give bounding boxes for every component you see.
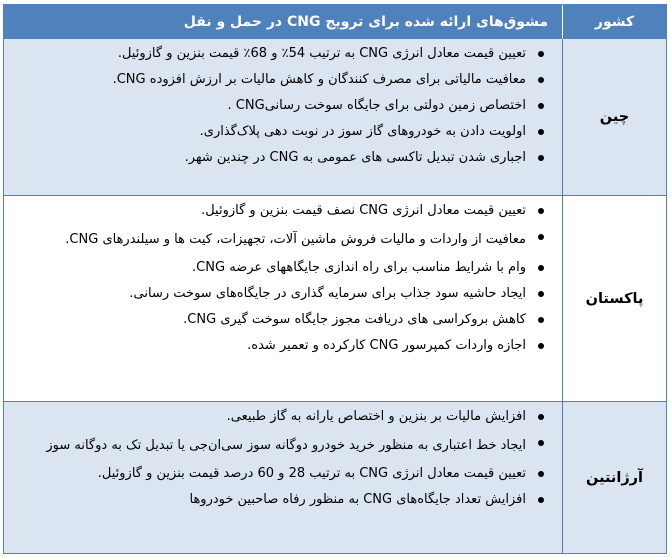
list-item: تعیین قیمت معادل انرژی CNG به ترتیب 28 و 60 درصد قیمت بنزین و گازوئیل. [10, 463, 552, 485]
measures-list [10, 43, 552, 169]
list-item: معافیت از واردات و مالیات فروش ماشین آلات، تجهیزات، کیت ها و سیلندرهای CNG. [10, 226, 552, 253]
measures-cell-argentina [4, 402, 562, 553]
measures-list [10, 200, 552, 357]
list-item: تعیین قیمت معادل انرژی CNG نصف قیمت بنزین و گازوئیل. [10, 200, 552, 222]
header-country: کشور [562, 5, 666, 39]
list-item: تعیین قیمت معادل انرژی CNG به ترتیب 54٪ و 68٪ قیمت بنزین و گازوئیل. [10, 43, 552, 65]
list-item: اولویت دادن به خودروهای گاز سوز در نوبت دهی پلاک‌گذاری. [10, 121, 552, 143]
list-item: ایجاد خط اعتباری به منظور خرید خودرو دوگانه سوز سی‌ان‌جی یا تبدیل تک به دوگانه سوز [10, 432, 552, 459]
list-item: اختصاص زمین دولتی برای جایگاه سوخت رسانیCNG . [10, 95, 552, 117]
list-item: وام با شرایط مناسب برای راه اندازی جایگاههای عرضه CNG. [10, 257, 552, 279]
country-cell-pakistan [562, 196, 666, 402]
list-item: معافیت مالیاتی برای مصرف کنندگان و کاهش مالیات بر ارزش افزوده CNG. [10, 69, 552, 91]
country-name: چین [599, 109, 630, 125]
country-cell-china [562, 39, 666, 196]
list-item: اجباری شدن تبدیل تاکسی های عمومی به CNG در چندین شهر. [10, 147, 552, 169]
list-item: کاهش بروکراسی های دریافت مجوز جایگاه سوخت گیری CNG. [10, 309, 552, 331]
list-item: اجازه واردات کمپرسور CNG کارکرده و تعمیر شده. [10, 335, 552, 357]
cng-incentives-table [3, 4, 667, 554]
measures-cell-china [4, 39, 562, 196]
country-name: پاکستان [585, 290, 644, 307]
measures-list [10, 406, 552, 511]
list-item: افزایش مالیات بر بنزین و اختصاص یارانه به گاز طبیعی. [10, 406, 552, 428]
list-item: افزایش تعداد جایگاه‌های CNG به منظور رفاه صاحبین خودروها [10, 489, 552, 511]
list-item: ایجاد حاشیه سود جذاب برای سرمایه گذاری در جایگاه‌های سوخت رسانی. [10, 283, 552, 305]
measures-cell-pakistan [4, 196, 562, 402]
country-cell-argentina [562, 402, 666, 553]
header-measures: مشوق‌های ارائه شده برای ترویج CNG در حمل و نقل [4, 5, 562, 39]
country-name: آرژانتین [586, 469, 643, 486]
